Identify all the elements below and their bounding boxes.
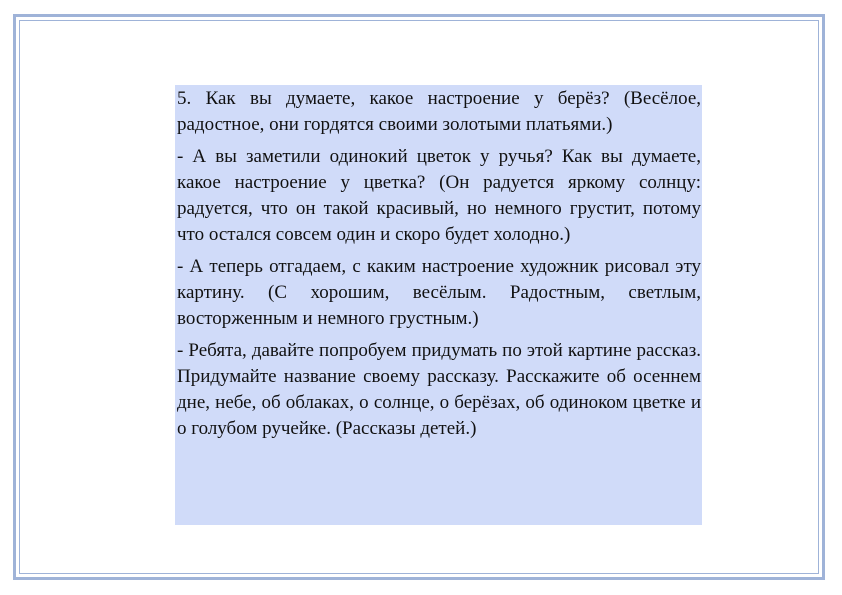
text-box	[175, 85, 702, 525]
paragraph-question-artist-mood: - А теперь отгадаем, с каким настроение художник рисовал эту картину. (С хорошим, весёлым. Радостным, светлым, восторженным и немного грустным.)	[177, 256, 701, 329]
paragraph-story-task: - Ребята, давайте попробуем придумать по этой картине рассказ. Придумайте название своему рассказу. Расскажите об осеннем дне, небе, об облаках, о солнце, о берёзах, об одиноком цветке и о голубом ручейке. (Рассказы детей.)	[177, 340, 701, 439]
paragraph-question-flower: - А вы заметили одинокий цветок у ручья? Как вы думаете, какое настроение у цветка? (Он радуется яркому солнцу: радуется, что он такой красивый, но немного грустит, потому что остался совсем один и скоро будет холодно.)	[177, 146, 701, 245]
paragraph-question-birches: 5. Как вы думаете, какое настроение у берёз? (Весёлое, радостное, они гордятся своими золотыми платьями.)	[177, 88, 701, 135]
